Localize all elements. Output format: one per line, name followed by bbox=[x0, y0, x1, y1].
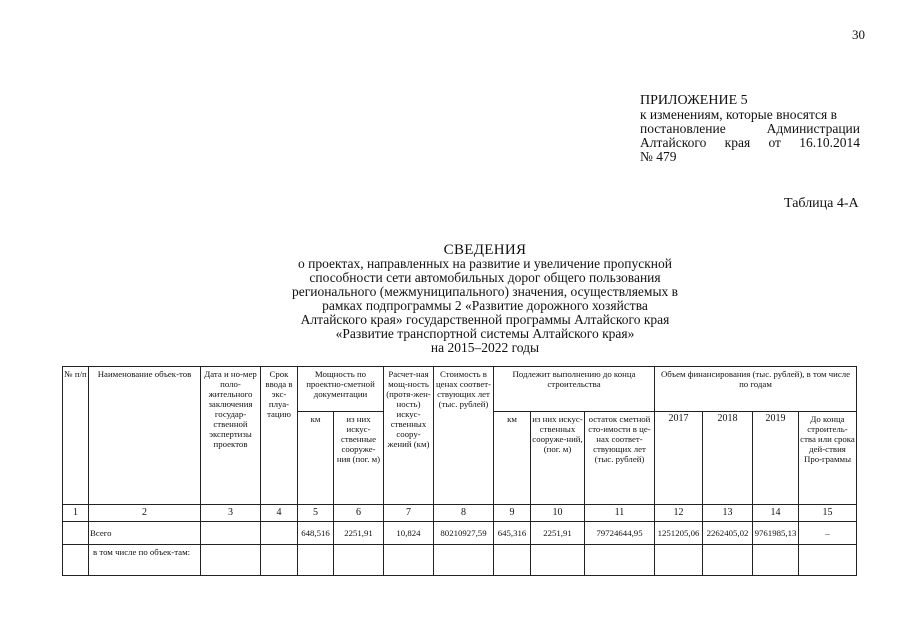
cell: 2262405,02 bbox=[703, 522, 753, 545]
document-heading bbox=[240, 243, 730, 355]
cell: 9761985,13 bbox=[753, 522, 799, 545]
cell bbox=[63, 522, 89, 545]
cell bbox=[494, 545, 531, 576]
cell bbox=[63, 545, 89, 576]
appendix-line: Алтайского края от 16.10.2014 bbox=[640, 135, 860, 150]
header-year-2018: 2018 bbox=[703, 412, 753, 505]
appendix-title: ПРИЛОЖЕНИЕ 5 bbox=[640, 93, 748, 108]
heading-title: СВЕДЕНИЯ bbox=[443, 242, 527, 258]
cell bbox=[585, 545, 655, 576]
table-label: Таблица 4-А bbox=[784, 196, 859, 211]
column-number: 10 bbox=[531, 505, 585, 522]
cell: 645,316 bbox=[494, 522, 531, 545]
header-num: № п/п bbox=[63, 367, 89, 505]
page-number: 30 bbox=[852, 27, 865, 42]
header-cost: Стоимость в ценах соответ-ствующих лет (тыс. рублей) bbox=[434, 367, 494, 505]
cell bbox=[753, 545, 799, 576]
column-number: 2 bbox=[89, 505, 201, 522]
column-number: 14 bbox=[753, 505, 799, 522]
cell bbox=[261, 522, 298, 545]
header-design-capacity: Мощность по проектно-сметной документации bbox=[298, 367, 384, 412]
header-remainder-cost: остаток сметной сто-имости в це-нах соответ-ствующих лет (тыс. рублей) bbox=[585, 412, 655, 505]
header-expertise-date: Дата и но-мер поло-жительного заключения государ-ственной экспертизы проектов bbox=[201, 367, 261, 505]
heading-line: рамках подпрограммы 2 «Развитие дорожного хозяйства bbox=[322, 298, 648, 313]
cell bbox=[799, 545, 857, 576]
header-art-structures-remaining: из них искус-ственных сооруже-ний, (пог. м) bbox=[531, 412, 585, 505]
column-number: 8 bbox=[434, 505, 494, 522]
cell bbox=[531, 545, 585, 576]
column-number: 5 bbox=[298, 505, 334, 522]
heading-line: способности сети автомобильных дорог общего пользования bbox=[309, 270, 661, 285]
column-number: 9 bbox=[494, 505, 531, 522]
heading-line: о проектах, направленных на развитие и увеличение пропускной bbox=[298, 256, 672, 271]
header-km-remaining: км bbox=[494, 412, 531, 505]
cell-including-label: в том числе по объек-там: bbox=[89, 545, 201, 576]
appendix-line: № 479 bbox=[640, 149, 677, 164]
column-number: 3 bbox=[201, 505, 261, 522]
projects-table bbox=[62, 366, 857, 576]
column-number: 11 bbox=[585, 505, 655, 522]
column-number: 4 bbox=[261, 505, 298, 522]
cell: 2251,91 bbox=[334, 522, 384, 545]
header-calculated-capacity: Расчет-ная мощ-ность (протя-жен-ность) искус-ственных соору-жений (км) bbox=[384, 367, 434, 505]
header-name: Наименование объек-тов bbox=[89, 367, 201, 505]
header-year-2019: 2019 bbox=[753, 412, 799, 505]
heading-line: на 2015–2022 годы bbox=[430, 340, 540, 355]
column-number: 7 bbox=[384, 505, 434, 522]
cell bbox=[261, 545, 298, 576]
heading-line: регионального (межмуниципального) значения, осуществляемых в bbox=[291, 284, 679, 299]
cell-total-label: Всего bbox=[89, 522, 201, 545]
column-number: 6 bbox=[334, 505, 384, 522]
cell: 80210927,59 bbox=[434, 522, 494, 545]
cell bbox=[384, 545, 434, 576]
header-commissioning-term: Срок ввода в экс-плуа-тацию bbox=[261, 367, 298, 505]
cell bbox=[434, 545, 494, 576]
cell: 79724644,95 bbox=[585, 522, 655, 545]
cell bbox=[201, 522, 261, 545]
heading-line: Алтайского края» государственной программы Алтайского края bbox=[300, 312, 670, 327]
column-number: 12 bbox=[655, 505, 703, 522]
appendix-line: к изменениям, которые вносятся в bbox=[640, 107, 838, 122]
header-remaining-work: Подлежит выполнению до конца строительства bbox=[494, 367, 655, 412]
cell bbox=[703, 545, 753, 576]
cell bbox=[655, 545, 703, 576]
cell bbox=[298, 545, 334, 576]
header-year-2017: 2017 bbox=[655, 412, 703, 505]
heading-line: «Развитие транспортной системы Алтайского края» bbox=[335, 326, 635, 341]
column-number: 1 bbox=[63, 505, 89, 522]
header-art-structures: из них искус-ственные сооруже-ния (пог. м) bbox=[334, 412, 384, 505]
cell: 10,824 bbox=[384, 522, 434, 545]
appendix-block bbox=[640, 94, 860, 164]
table-row bbox=[63, 545, 857, 576]
cell: – bbox=[799, 522, 857, 545]
cell bbox=[201, 545, 261, 576]
table-row bbox=[63, 522, 857, 545]
appendix-line: постановление Администрации bbox=[640, 121, 860, 136]
cell: 2251,91 bbox=[531, 522, 585, 545]
header-financing: Объем финансирования (тыс. рублей), в том числе по годам bbox=[655, 367, 857, 412]
cell: 1251205,06 bbox=[655, 522, 703, 545]
column-number: 15 bbox=[799, 505, 857, 522]
cell: 648,516 bbox=[298, 522, 334, 545]
header-until-end: До конца строитель-ства или срока дей-ствия Про-граммы bbox=[799, 412, 857, 505]
column-number: 13 bbox=[703, 505, 753, 522]
header-km: км bbox=[298, 412, 334, 505]
cell bbox=[334, 545, 384, 576]
